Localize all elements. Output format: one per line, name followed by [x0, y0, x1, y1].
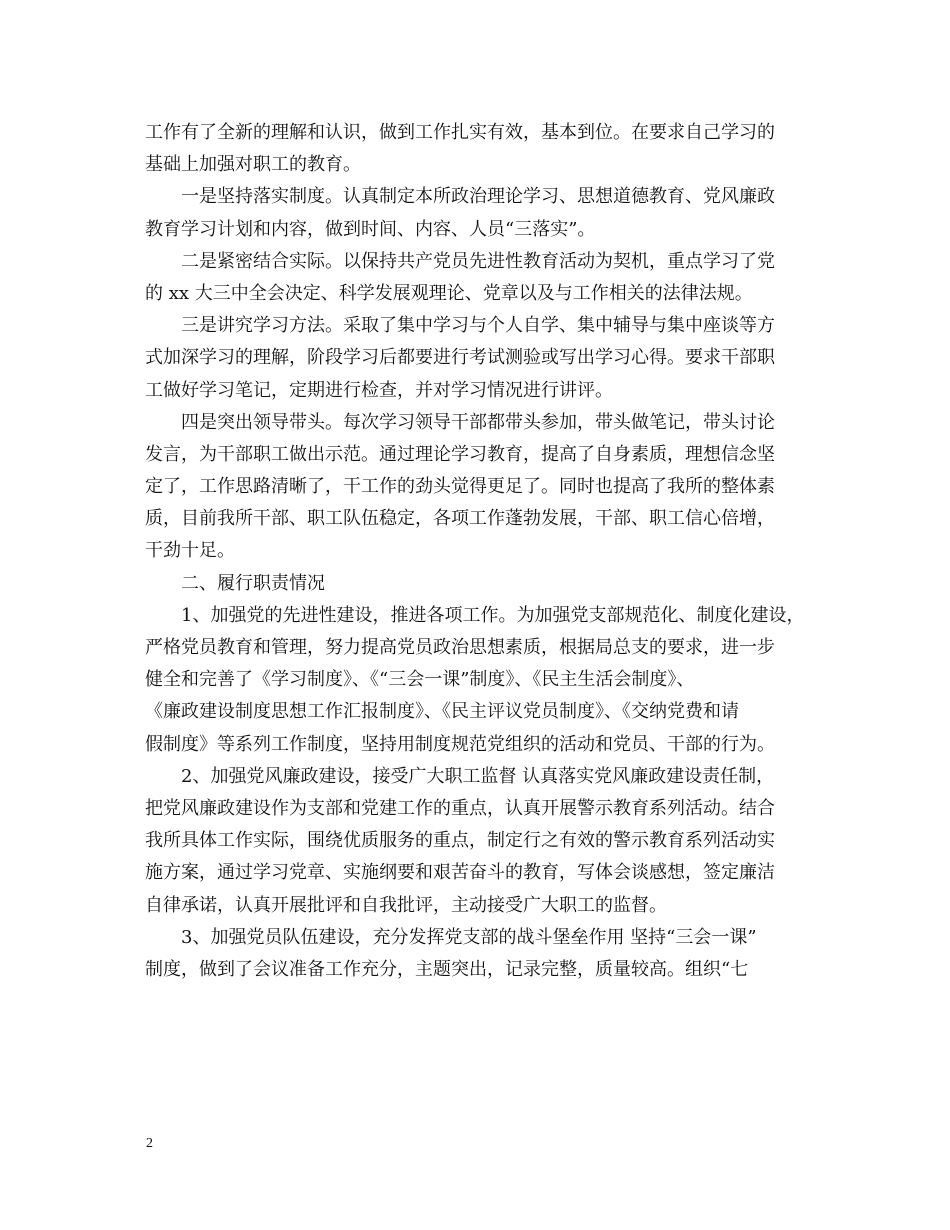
text-line: 健全和完善了《学习制度》、《“三会一课”制度》、《民主生活会制度》、 — [145, 669, 695, 691]
text-line: 《廉政建设制度思想工作汇报制度》、《民主评议党员制度》、《交纳党费和请 — [145, 701, 739, 723]
text-line: 把党风廉政建设作为支部和党建工作的重点，认真开展警示教育系列活动。结合 — [145, 797, 775, 819]
text-line: 工作有了全新的理解和认识，做到工作扎实有效，基本到位。在要求自己学习的 — [145, 122, 775, 143]
paragraph-line: 二是紧密结合实际。以保持共产党员先进性教育活动为契机，重点学习了党 — [181, 250, 775, 272]
text-line: 假制度》等系列工作制度，坚持用制度规范党组织的活动和党员、干部的行为。 — [145, 733, 775, 755]
text-line: 施方案，通过学习党章、实施纲要和艰苦奋斗的教育，写体会谈感想，签定廉洁 — [145, 862, 775, 884]
text-line: 制度，做到了会议准备工作充分，主题突出，记录完整，质量较高。组织“七 — [145, 958, 749, 980]
text-line: 我所具体工作实际，围绕优质服务的重点，制定行之有效的警示教育系列活动实 — [145, 830, 775, 852]
text-line: 质，目前我所干部、职工队伍稳定，各项工作蓬勃发展，干部、职工信心倍增， — [145, 508, 775, 530]
page-number: 2 — [146, 1136, 153, 1151]
text-line: 自律承诺，认真开展批评和自我批评，主动接受广大职工的监督。 — [145, 894, 667, 916]
paragraph-line: 三是讲究学习方法。采取了集中学习与个人自学、集中辅导与集中座谈等方 — [181, 315, 775, 337]
paragraph-line: 一是坚持落实制度。认真制定本所政治理论学习、思想道德教育、党风廉政 — [181, 186, 775, 208]
text-line: 严格党员教育和管理，努力提高党员政治思想素质，根据局总支的要求，进一步 — [145, 637, 775, 658]
text-line: 式加深学习的理解，阶段学习后都要进行考试测验或写出学习心得。要求干部职 — [145, 347, 775, 369]
paragraph-line: 1、加强党的先进性建设，推进各项工作。为加强党支部规范化、制度化建设， — [181, 604, 805, 626]
text-line: 工做好学习笔记，定期进行检查，并对学习情况进行讲评。 — [145, 379, 613, 401]
text-line: 基础上加强对职工的教育。 — [145, 154, 361, 176]
paragraph-line: 2、加强党风廉政建设，接受广大职工监督 认真落实党风廉政建设责任制， — [181, 765, 775, 787]
section-heading: 二、履行职责情况 — [181, 572, 325, 594]
text-line: 定了，工作思路清晰了，干工作的劲头觉得更足了。同时也提高了我所的整体素 — [145, 476, 775, 498]
document-body — [145, 117, 825, 986]
text-line: 教育学习计划和内容，做到时间、内容、人员“三落实”。 — [145, 218, 596, 240]
paragraph-line: 3、加强党员队伍建设，充分发挥党支部的战斗堡垒作用 坚持“三会一课” — [181, 926, 757, 948]
text-line: 的 xx 大三中全会决定、科学发展观理论、党章以及与工作相关的法律法规。 — [145, 282, 753, 304]
paragraph-line: 四是突出领导带头。每次学习领导干部都带头参加，带头做笔记，带头讨论 — [181, 411, 775, 433]
text-line: 干劲十足。 — [145, 540, 235, 562]
text-line: 发言，为干部职工做出示范。通过理论学习教育，提高了自身素质，理想信念坚 — [145, 443, 775, 465]
